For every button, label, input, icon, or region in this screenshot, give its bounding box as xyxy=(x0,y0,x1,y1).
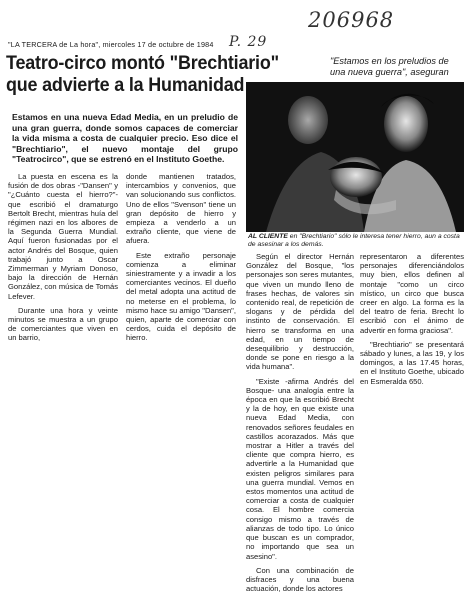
paragraph: "Existe -afirma Andrés del Bosque- una analogía entre la época en que la escribió Brecht y la de hoy, en que existe una nueva Edad Media, con renovados señores feudales en castillos acorazados. Más que mostrar a Hitler a través del cliente que compra hierro, es advertirle a la Humanidad que existen peligros similares para una guerra mundial. Vemos en estos momentos una actitud de comerciar a costa de cualquier cosa. El hombre comercia consigo mismo a través de alianzas de todo tipo. Lo único que buscan es un comprador, no importando que sea un asesino". xyxy=(246,376,354,561)
article-column-3 xyxy=(246,252,354,598)
paragraph: Según el director Hernán González del Bosque, "los personajes son seres mutantes, que viven un mundo lleno de frases hechas, de valores sin contenido real, de repetición de slogans y de pérdida del instinto de conservación. El hierro se transforma en una edad, en un tiempo de desequilibrio y destrucción, donde se pone en riesgo a la vida humana". xyxy=(246,252,354,372)
handwritten-archive-number: 206968 xyxy=(308,8,395,32)
photo-caption xyxy=(248,233,462,249)
source-line: "LA TERCERA de La hora", miercoles 17 de octubre de 1984 xyxy=(8,40,214,49)
paragraph: "Brechtiario" se presentará sábado y lunes, a las 19, y los domingos, a las 17.45 horas, en el Instituto Goethe, ubicado en Esmeralda 650. xyxy=(360,339,464,386)
handwritten-page-number: P. 29 xyxy=(229,34,268,50)
paragraph: La puesta en escena es la fusión de dos obras -"Dansen" y "¿Cuánto cuesta el hierro?"- que escribió el dramaturgo Bertolt Brecht, mientras huía del régimen nazi en los albores de la Segunda Guerra Mundial. Aquí fueron fusionadas por el actor Andrés del Bosque, quien trabajó junto a Oscar Zimmerman y Myriam Donoso, bajo la dirección de Hernán González, con música de Tomás Lefever. xyxy=(8,172,118,301)
paragraph: donde mantienen tratados, intercambios y convenios, que van solucionando sus conflictos. Uno de ellos "Svenson" tiene un gran depósito de hierro y empieza a venderlo a un extraño cliente, que viene de afuera. xyxy=(126,172,236,246)
paragraph: Durante una hora y veinte minutos se muestra a un grupo de comerciantes que viven en un barrio, xyxy=(8,305,118,343)
paragraph: Con una combinación de disfraces y una buena actuación, donde los actores xyxy=(246,565,354,594)
article-column-1 xyxy=(8,172,118,348)
article-photo xyxy=(246,82,464,232)
article-column-2 xyxy=(126,172,236,348)
caption-text: en "Brechtiario" sólo le interesa tener hierro, aun a costa de asesinar a los demás. xyxy=(248,233,460,249)
caption-label: AL CLIENTE xyxy=(248,233,288,240)
headline: Teatro-circo montó "Brechtiario" que advierte a la Humanidad xyxy=(6,52,279,96)
photo-illustration xyxy=(246,82,464,232)
pull-quote: "Estamos en los preludios de una nueva guerra", aseguran xyxy=(330,56,449,77)
paragraph: Este extraño personaje comienza a eliminar siniestramente y a invadir a los comerciantes vecinos. El dueño del metal adopta una actitud de no meterse en el problema, lo mismo hace su amigo "Dansen", quien, aparte de comerciar con cerdos, cuida el depósito de hierro. xyxy=(126,250,236,343)
paragraph: representaron a diferentes personajes diferenciándolos muy bien, ellos definen al montaje "como un circo místico, un circo que busca creer en algo. La forma es la del teatro de feria. Brecht lo escribió con el ánimo de advertir en forma graciosa". xyxy=(360,252,464,335)
article-column-4 xyxy=(360,252,464,391)
lead-paragraph: Estamos en una nueva Edad Media, en un preludio de una gran guerra, donde somos capaces de comerciar la vida misma a costa de cualquier precio. Eso dice el "Brechtiario", el nuevo montaje del grupo "Teatrocirco", que se estrenó en el Instituto Goethe. xyxy=(12,112,238,165)
